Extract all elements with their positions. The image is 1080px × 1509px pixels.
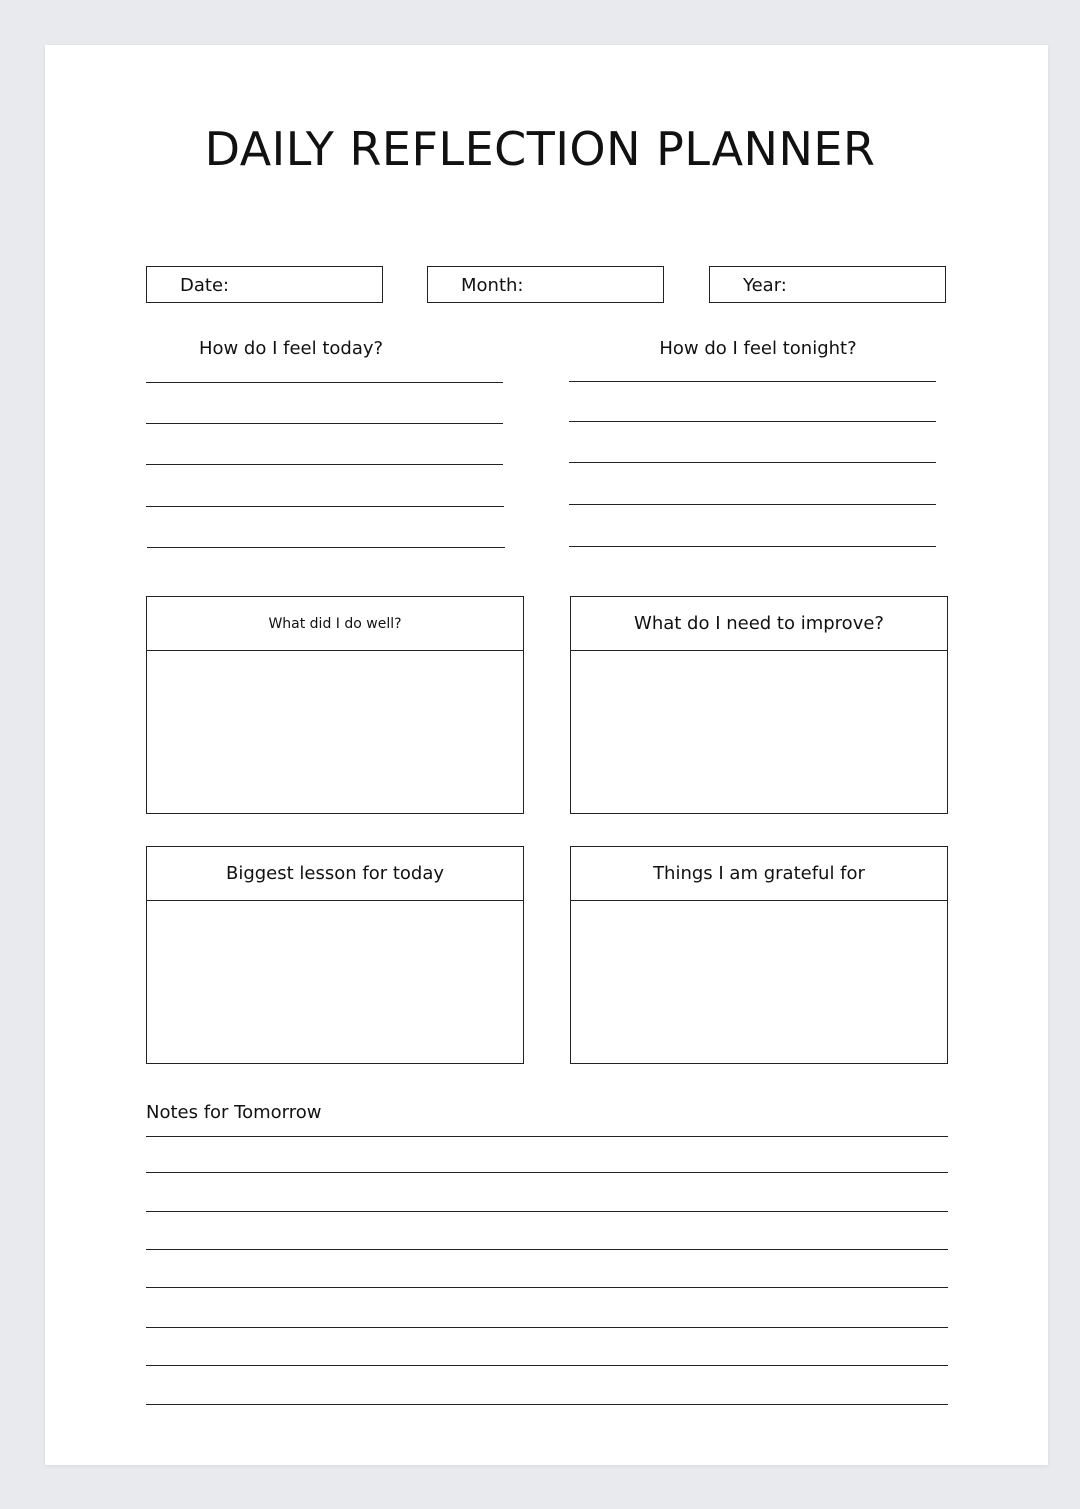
lesson-header: Biggest lesson for today: [147, 847, 523, 901]
did-well-header: What did I do well?: [147, 597, 523, 651]
notes-line[interactable]: [146, 1404, 948, 1405]
notes-line[interactable]: [146, 1136, 948, 1137]
grateful-writing-area[interactable]: [571, 901, 947, 1063]
feel-today-label: How do I feel today?: [198, 338, 384, 359]
notes-line[interactable]: [146, 1287, 948, 1288]
feel-today-line[interactable]: [146, 506, 504, 507]
feel-tonight-line[interactable]: [569, 546, 936, 547]
improve-header: What do I need to improve?: [571, 597, 947, 651]
notes-line[interactable]: [146, 1211, 948, 1212]
feel-tonight-line[interactable]: [569, 504, 936, 505]
feel-today-line[interactable]: [146, 423, 503, 424]
did-well-box: [146, 596, 524, 814]
lesson-writing-area[interactable]: [147, 901, 523, 1063]
notes-line[interactable]: [146, 1365, 948, 1366]
lesson-box: [146, 846, 524, 1064]
page-title: DAILY REFLECTION PLANNER: [204, 122, 876, 176]
date-field[interactable]: [146, 266, 383, 303]
feel-today-line[interactable]: [146, 464, 503, 465]
improve-box: [570, 596, 948, 814]
grateful-header: Things I am grateful for: [571, 847, 947, 901]
feel-tonight-line[interactable]: [569, 381, 936, 382]
grateful-box: [570, 846, 948, 1064]
date-label: Date:: [180, 275, 230, 296]
month-label: Month:: [461, 275, 524, 296]
feel-today-line[interactable]: [147, 547, 505, 548]
year-field[interactable]: [709, 266, 946, 303]
notes-label: Notes for Tomorrow: [146, 1102, 322, 1123]
month-field[interactable]: [427, 266, 664, 303]
year-label: Year:: [743, 275, 787, 296]
feel-tonight-label: How do I feel tonight?: [659, 338, 857, 359]
feel-tonight-line[interactable]: [569, 462, 936, 463]
notes-line[interactable]: [146, 1249, 948, 1250]
notes-line[interactable]: [146, 1172, 948, 1173]
feel-today-line[interactable]: [146, 382, 503, 383]
did-well-writing-area[interactable]: [147, 651, 523, 813]
feel-tonight-line[interactable]: [569, 421, 936, 422]
notes-line[interactable]: [146, 1327, 948, 1328]
improve-writing-area[interactable]: [571, 651, 947, 813]
